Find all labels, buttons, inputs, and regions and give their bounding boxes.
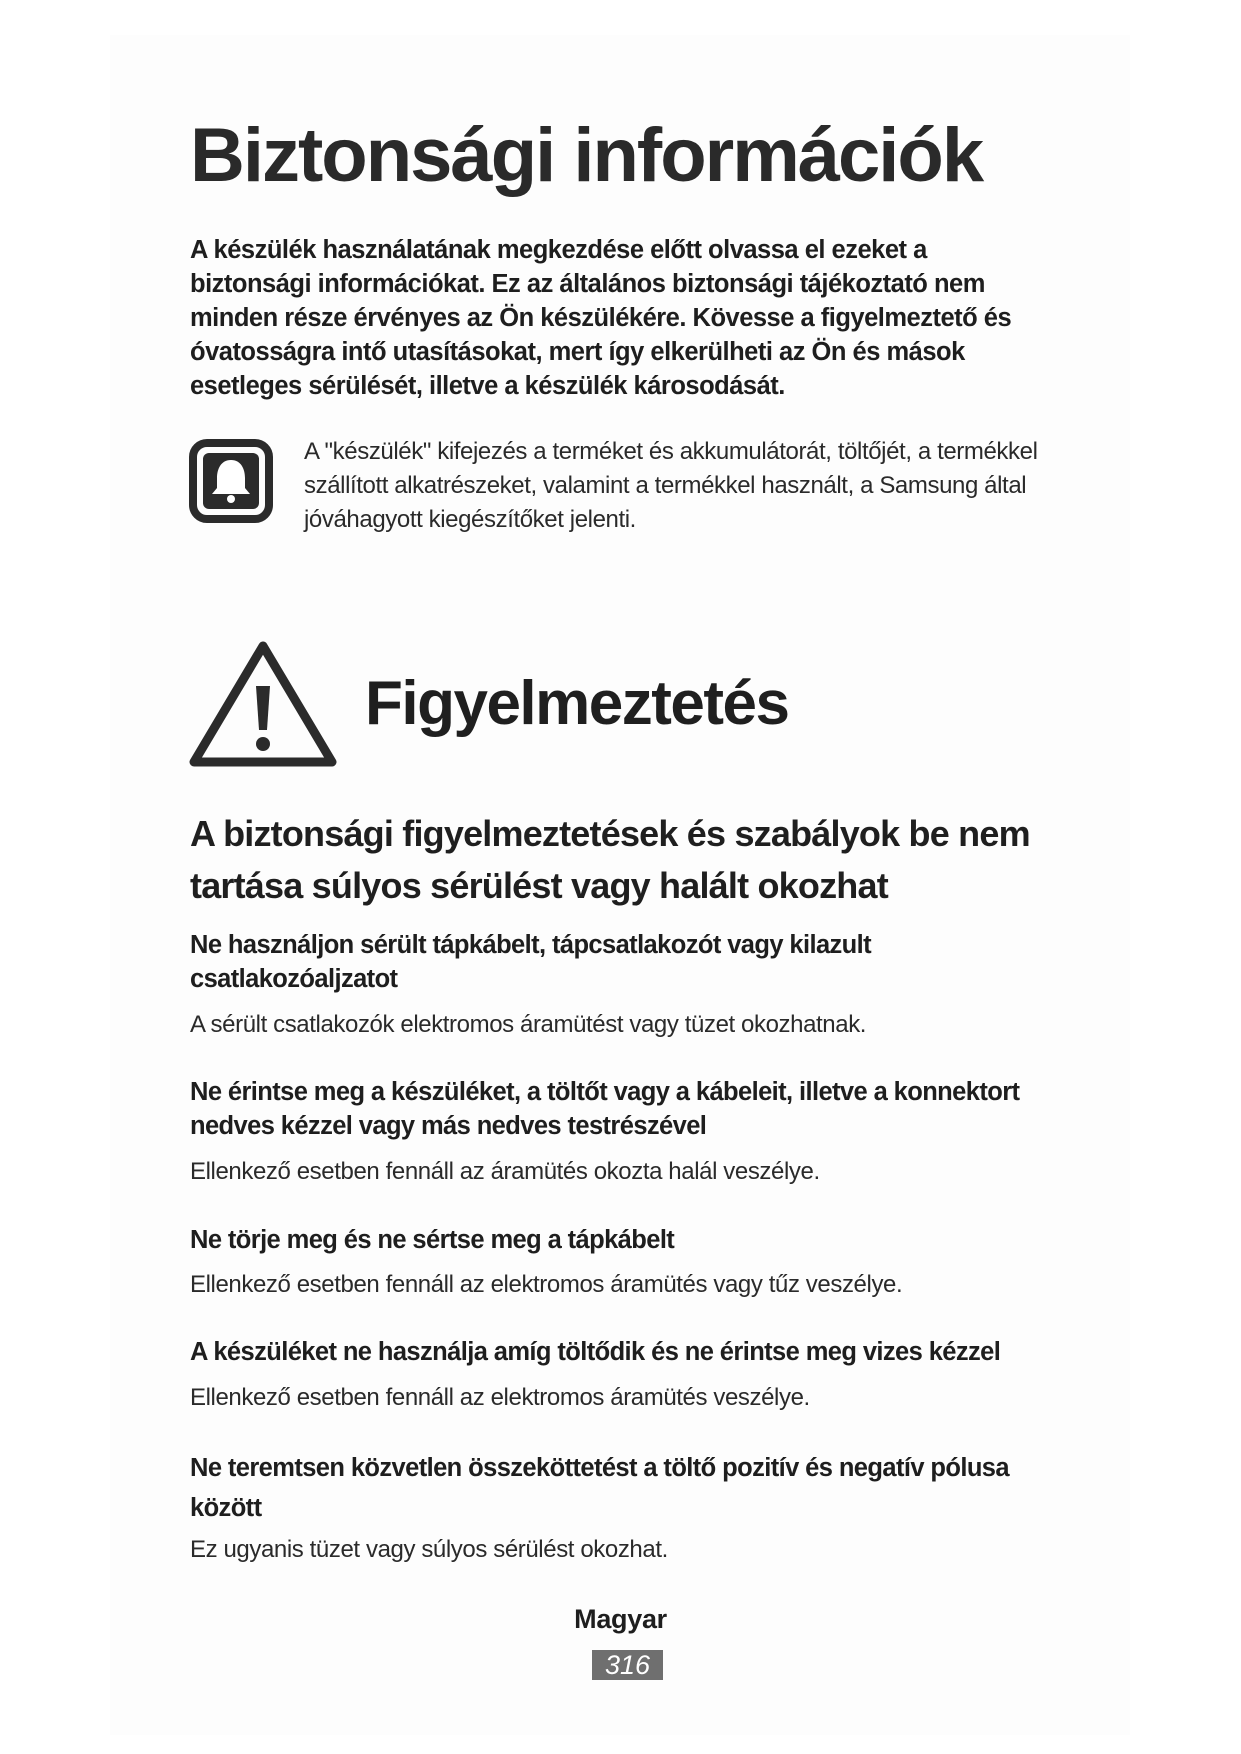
item-title: Ne törje meg és ne sértse meg a tápkábelt [190,1226,675,1254]
item-text: Ellenkező esetben fennáll az áramütés okozta halál veszélye. [190,1158,820,1185]
item-text: Ellenkező esetben fennáll az elektromos áramütés vagy tűz veszélye. [190,1271,903,1298]
warning-triangle-icon [188,638,338,770]
page-number: 316 [592,1650,663,1680]
item-title: Ne érintse meg a készüléket, a töltőt vagy a kábeleit, illetve a konnektort nedves kézzel vagy más nedves testrészével [190,1078,1020,1140]
item-text: Ellenkező esetben fennáll az elektromos áramütés veszélye. [190,1384,810,1411]
item-title: A készüléket ne használja amíg töltődik és ne érintse meg vizes kézzel [190,1338,1001,1366]
item-text: A sérült csatlakozók elektromos áramütést vagy tüzet okozhatnak. [190,1011,867,1038]
item-text: Ez ugyanis tüzet vagy súlyos sérülést okozhat. [190,1536,668,1563]
section-heading: A biztonsági figyelmeztetések és szabályok be nem tartása súlyos sérülést vagy halált okozhat [190,813,1030,906]
page-title: Biztonsági információk [190,113,983,198]
footer-language: Magyar [574,1604,667,1634]
notice-text: A "készülék" kifejezés a terméket és akkumulátorát, töltőjét, a termékkel szállított alkatrészeket, valamint a termékkel használt, a Samsung által jóváhagyott kiegészítőket jelenti. [304,438,1038,533]
warning-title: Figyelmeztetés [365,669,789,738]
item-title: Ne teremtsen közvetlen összeköttetést a töltő pozitív és negatív pólusa között [190,1454,1009,1522]
notice-bell-icon [188,438,274,524]
item-title: Ne használjon sérült tápkábelt, tápcsatlakozót vagy kilazult csatlakozóaljzatot [190,931,872,993]
intro-paragraph: A készülék használatának megkezdése előtt olvassa el ezeket a biztonsági információkat. Ez az általános biztonsági tájékoztató nem minden része érvényes az Ön készülékére. Kövesse a figyelmeztető és óvatosságra intő utasításokat, mert így elkerülheti az Ön és mások esetleges sérülését, illetve a készülék károsodását. [190,236,1012,400]
